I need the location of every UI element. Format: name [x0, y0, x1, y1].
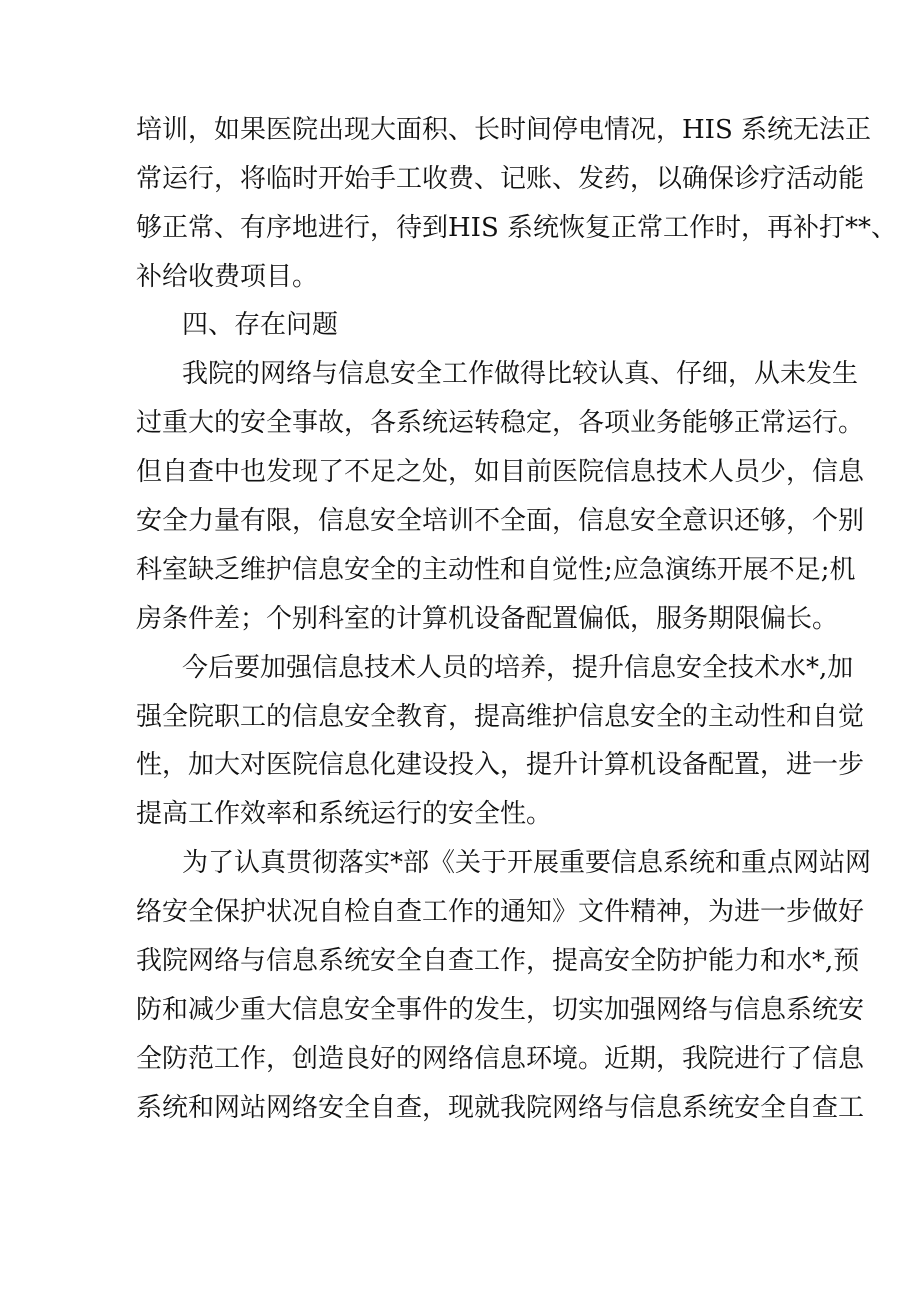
text-line: 我院的网络与信息安全工作做得比较认真、仔细，从未发生	[182, 359, 859, 389]
text-line: 常运行，将临时开始手工收费、记账、发药，以确保诊疗活动能	[136, 164, 865, 194]
text-line: 为了认真贯彻落实*部《关于开展重要信息系统和重点网站网	[182, 848, 872, 878]
text-line: 培训，如果医院出现大面积、长时间停电情况，HIS 系统无法正	[136, 115, 872, 145]
text-line: 房条件差；个别科室的计算机设备配置偏低，服务期限偏长。	[136, 604, 839, 634]
text-line: 系统和网站网络安全自查，现就我院网络与信息系统安全自查工	[136, 1093, 865, 1123]
text-line: 强全院职工的信息安全教育，提高维护信息安全的主动性和自觉	[136, 702, 865, 732]
text-line: 性，加大对医院信息化建设投入，提升计算机设备配置，进一步	[136, 750, 865, 780]
section-heading: 四、存在问题	[182, 310, 339, 340]
text-line: 我院网络与信息系统安全自查工作，提高安全防护能力和水*,预	[136, 946, 860, 976]
text-line: 补给收费项目。	[136, 262, 319, 292]
text-line: 今后要加强信息技术人员的培养，提升信息安全技术水*,加	[182, 653, 854, 683]
text-line: 安全力量有限，信息安全培训不全面，信息安全意识还够，个别	[136, 506, 865, 536]
text-line: 全防范工作，创造良好的网络信息环境。近期，我院进行了信息	[136, 1044, 865, 1074]
text-line: 提高工作效率和系统运行的安全性。	[136, 799, 553, 829]
text-line: 络安全保护状况自检自查工作的通知》文件精神，为进一步做好	[136, 897, 865, 927]
text-line: 科室缺乏维护信息安全的主动性和自觉性;应急演练开展不足;机	[136, 555, 856, 585]
text-line: 防和减少重大信息安全事件的发生，切实加强网络与信息系统安	[136, 995, 865, 1025]
text-line: 但自查中也发现了不足之处，如目前医院信息技术人员少，信息	[136, 457, 865, 487]
text-line: 够正常、有序地进行，待到HIS 系统恢复正常工作时，再补打**、	[136, 213, 898, 243]
text-line: 过重大的安全事故，各系统运转稳定，各项业务能够正常运行。	[136, 408, 865, 438]
